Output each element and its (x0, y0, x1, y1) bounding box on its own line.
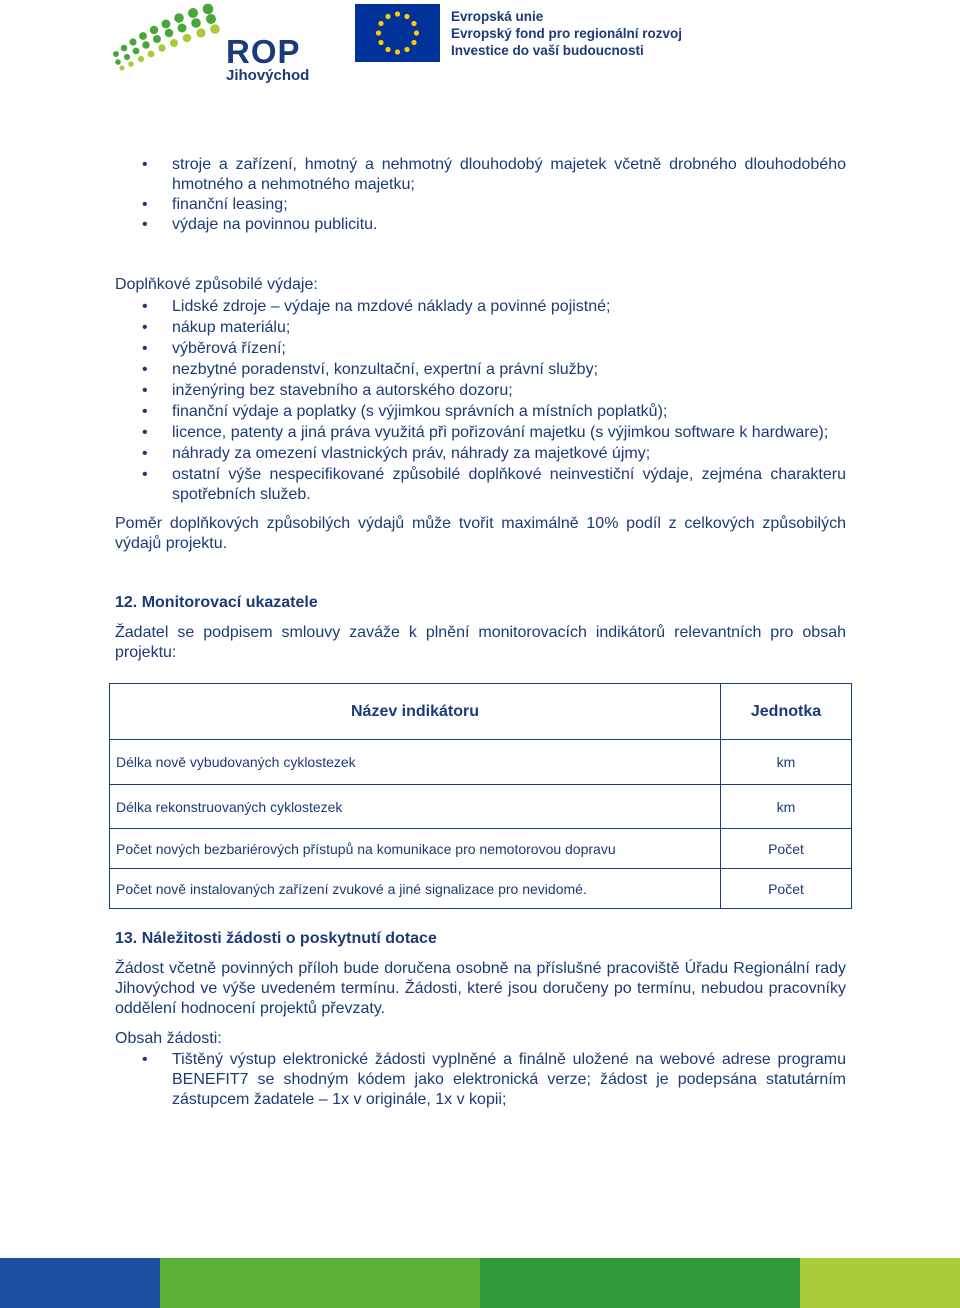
document-body (115, 155, 846, 663)
column-header-indicator: Název indikátoru (110, 684, 721, 740)
table-row (110, 785, 852, 829)
list-item: • licence, patenty a jiná práva využitá při pořizování majetku (s výjimkou software k hardware); (115, 423, 846, 443)
contents-heading: Obsah žádosti: (115, 1030, 222, 1047)
eu-line-3: Investice do vaší budoucnosti (451, 43, 644, 58)
footer-bar-segment (160, 1258, 480, 1308)
contents-list (115, 1050, 846, 1110)
page-header (0, 0, 960, 90)
list-item: • ostatní výše nespecifikované způsobilé doplňkové neinvestiční výdaje, zejména charakteru spotřebních služeb. (115, 465, 846, 505)
list-item: • inženýring bez stavebního a autorského dozoru; (115, 381, 846, 401)
eu-flag-icon (355, 4, 440, 62)
rop-dots-graphic (108, 2, 228, 72)
indicator-name: Počet nových bezbariérových přístupů na komunikace pro nemotorovou dopravu (110, 829, 721, 869)
section-12-title: 12. Monitorovací ukazatele (115, 594, 318, 611)
eu-text (451, 8, 682, 59)
eligible-costs-list (115, 155, 846, 235)
list-item: • finanční leasing; (115, 195, 846, 215)
list-item: • finanční výdaje a poplatky (s výjimkou správních a místních poplatků); (115, 402, 846, 422)
column-header-unit: Jednotka (721, 684, 852, 740)
rop-logo (108, 2, 318, 86)
indicator-name: Délka nově vybudovaných cyklostezek (110, 740, 721, 785)
indicator-name: Počet nově instalovaných zařízení zvukové a jiné signalizace pro nevidomé. (110, 869, 721, 909)
section-13-title: 13. Náležitosti žádosti o poskytnutí dotace (115, 930, 437, 947)
indicator-unit: km (721, 740, 852, 785)
list-item: • nezbytné poradenství, konzultační, expertní a právní služby; (115, 360, 846, 380)
supplementary-costs-list (115, 297, 846, 505)
table-row (110, 829, 852, 869)
footer-bar-segment (800, 1258, 960, 1308)
footer-bar-segment (0, 1258, 160, 1308)
rop-subtitle: Jihovýchod (226, 67, 310, 84)
list-item: • výdaje na povinnou publicitu. (115, 215, 846, 235)
indicator-unit: Počet (721, 869, 852, 909)
list-item: • Tištěný výstup elektronické žádosti vyplněné a finálně uložené na webové adrese programu BENEFIT7 se shodným kódem jako elektronická verze; žádost je podepsána statutárním zástupcem žadatele – 1x v originále, 1x v kopii; (115, 1050, 846, 1110)
indicator-unit: Počet (721, 829, 852, 869)
section-12-text: Žadatel se podpisem smlouvy zaváže k plnění monitorovacích indikátorů relevantních pro obsah projektu: (115, 624, 846, 661)
list-item: • Lidské zdroje – výdaje na mzdové náklady a povinné pojistné; (115, 297, 846, 317)
document-body-lower (115, 929, 846, 1110)
eu-line-1: Evropská unie (451, 9, 544, 24)
indicator-unit: km (721, 785, 852, 829)
table-header-row (110, 684, 852, 740)
list-item: • náhrady za omezení vlastnických práv, náhrady za majetkové újmy; (115, 444, 846, 464)
footer-color-bar (0, 1258, 960, 1308)
rop-title: ROP (226, 33, 301, 70)
list-item: • nákup materiálu; (115, 318, 846, 338)
table-row (110, 869, 852, 909)
supplementary-heading: Doplňkové způsobilé výdaje: (115, 276, 318, 293)
table-row (110, 740, 852, 785)
eu-line-2: Evropský fond pro regionální rozvoj (451, 26, 683, 41)
indicator-name: Délka rekonstruovaných cyklostezek (110, 785, 721, 829)
section-13-text: Žádost včetně povinných příloh bude doručena osobně na příslušné pracoviště Úřadu Regionální rady Jihovýchod ve výše uvedeném termínu. Žádosti, které jsou doručeny po termínu, nebudou pracovníky oddělení hodnocení projektů převzaty. (115, 960, 846, 1017)
ratio-paragraph: Poměr doplňkových způsobilých výdajů může tvořit maximálně 10% podíl z celkových způsobilých výdajů projektu. (115, 515, 846, 552)
indicators-table (109, 683, 852, 909)
footer-bar-segment (480, 1258, 800, 1308)
list-item: • výběrová řízení; (115, 339, 846, 359)
list-item: • stroje a zařízení, hmotný a nehmotný dlouhodobý majetek včetně drobného dlouhodobého hmotného a nehmotného majetku; (115, 155, 846, 195)
